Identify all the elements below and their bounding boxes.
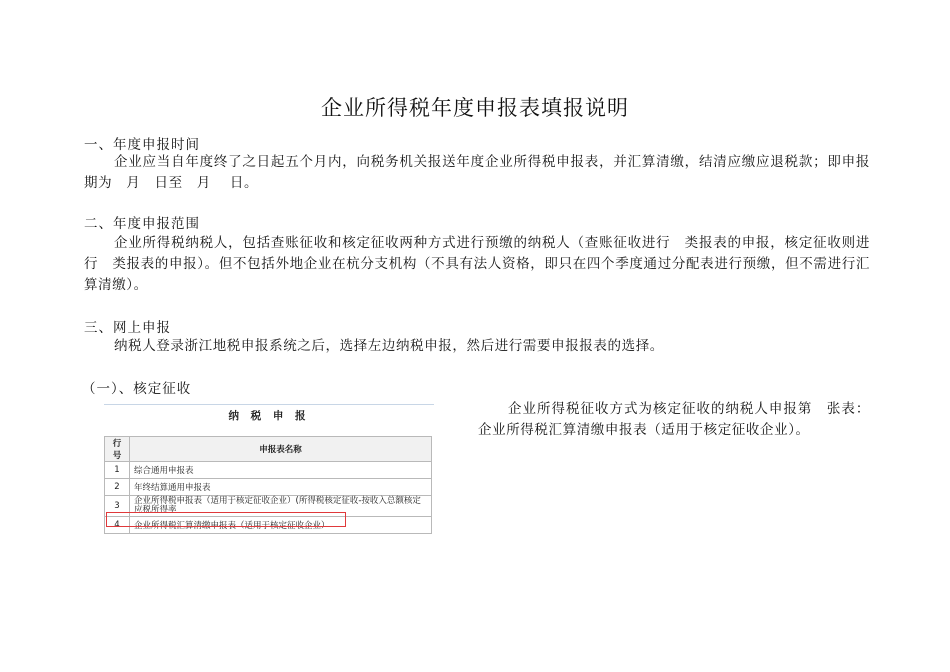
report-name[interactable]: 年终结算通用申报表 [130, 479, 432, 496]
row-number: 4 [105, 517, 130, 534]
table-header-row [105, 437, 432, 462]
report-name[interactable]: 企业所得税申报表（适用于核定征收企业）(所得税核定征收-按收入总额核定应税所得率 [130, 496, 432, 517]
declaration-screenshot [104, 404, 434, 532]
section-text-1: 企业应当自年度终了之日起五个月内，向税务机关报送年度企业所得税申报表，并汇算清缴，结清应缴应退税款；即申报期为 月 日至 月 日。 [84, 154, 870, 191]
section-text-3: 纳税人登录浙江地税申报系统之后，选择左边纳税申报，然后进行需要申报报表的选择。 [114, 338, 664, 354]
row-number: 3 [105, 496, 130, 517]
row-number: 2 [105, 479, 130, 496]
report-name[interactable]: 综合通用申报表 [130, 462, 432, 479]
section-text-2: 企业所得税纳税人，包括查账征收和核定征收两种方式进行预缴的纳税人（查账征收进行 类报表的申报，核定征收则进行 类报表的申报）。但不包括外地企业在杭分支机构（不具有法人资格，即只在四个季度通过分配表进行预缴，但不需进行汇算清缴）。 [84, 235, 870, 293]
highlight-box [106, 512, 346, 527]
subsection-heading: （一）、核定征收 [82, 381, 192, 397]
table-row[interactable] [105, 479, 432, 496]
row-number: 1 [105, 462, 130, 479]
subsection-text: 企业所得税征收方式为核定征收的纳税人申报第 张表：企业所得税汇算清缴申报表（适用于核定征收企业）。 [478, 401, 870, 438]
screenshot-top-bar [104, 404, 434, 405]
document-title: 企业所得税年度申报表填报说明 [321, 96, 629, 120]
screenshot-title: 纳 税 申 报 [228, 410, 310, 422]
section-heading-2: 二、年度申报范围 [84, 216, 200, 232]
section-heading-3: 三、网上申报 [84, 320, 171, 336]
column-header-no: 行号 [105, 437, 130, 462]
table-row[interactable] [105, 462, 432, 479]
report-name[interactable]: 企业所得税汇算清缴申报表（适用于核定征收企业） [130, 517, 432, 534]
column-header-name: 申报表名称 [130, 437, 432, 462]
section-heading-1: 一、年度申报时间 [84, 137, 200, 153]
